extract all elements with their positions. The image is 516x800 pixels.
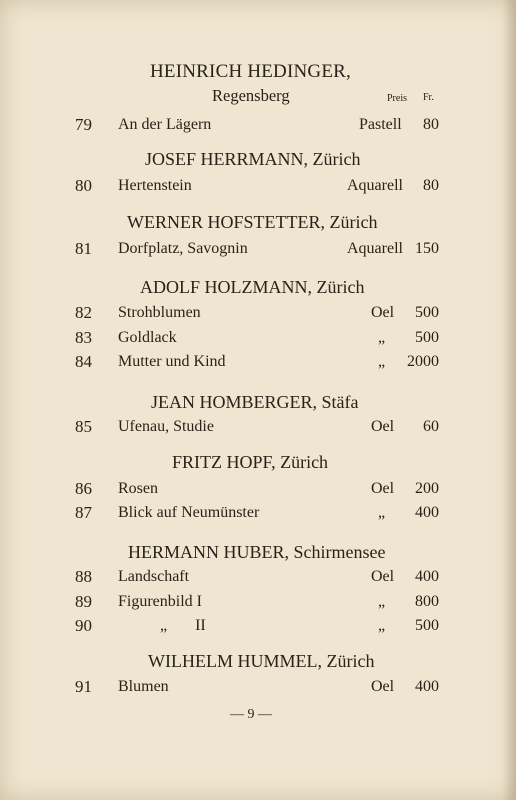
artist-name: FRITZ HOPF, Zürich: [172, 452, 329, 472]
artist-name: JOSEF HERRMANN, Zürich: [145, 149, 361, 169]
work-medium: Oel: [371, 304, 395, 321]
page-number: — 9 —: [230, 707, 272, 722]
artist-name: HERMANN HUBER, Schirmensee: [128, 542, 386, 562]
ditto-mark: „: [378, 617, 386, 634]
work-title: Blick auf Neumünster: [118, 504, 260, 521]
catalog-number: 79: [75, 115, 92, 134]
catalog-number: 83: [75, 328, 92, 347]
work-medium: Oel: [371, 568, 395, 585]
ditto-mark: „: [378, 353, 386, 370]
column-header-preis: Preis: [387, 93, 407, 104]
catalog-number: 89: [75, 592, 92, 611]
artist-name: WILHELM HUMMEL, Zürich: [148, 651, 375, 671]
work-title: Dorfplatz, Savognin: [118, 240, 248, 257]
catalog-number: 85: [75, 417, 92, 436]
work-price: 80: [423, 116, 439, 133]
artist-name: WERNER HOFSTETTER, Zürich: [127, 212, 378, 232]
work-medium: Pastell: [359, 116, 402, 133]
work-medium: Aquarell: [347, 177, 403, 194]
work-price: 400: [415, 504, 439, 521]
work-price: 2000: [407, 353, 439, 370]
work-price: 150: [415, 240, 439, 257]
work-title: Figurenbild I: [118, 593, 202, 610]
catalog-number: 87: [75, 503, 92, 522]
work-title: Blumen: [118, 678, 169, 695]
work-price: 500: [415, 329, 439, 346]
work-title: An der Lägern: [118, 116, 212, 133]
work-title: Hertenstein: [118, 177, 192, 194]
work-title: Ufenau, Studie: [118, 418, 214, 435]
ditto-mark: „: [378, 329, 386, 346]
work-price: 500: [415, 617, 439, 634]
ditto-mark: „: [378, 593, 386, 610]
work-title: Mutter und Kind: [118, 353, 226, 370]
column-header-currency: Fr.: [423, 92, 434, 103]
ditto-mark: „: [378, 504, 386, 521]
catalog-number: 86: [75, 479, 92, 498]
artist-name: JEAN HOMBERGER, Stäfa: [151, 392, 359, 412]
work-medium: Oel: [371, 418, 395, 435]
work-price: 80: [423, 177, 439, 194]
catalog-number: 82: [75, 303, 92, 322]
work-title: „ II: [160, 617, 206, 634]
work-price: 400: [415, 678, 439, 695]
catalog-number: 90: [75, 616, 92, 635]
work-price: 500: [415, 304, 439, 321]
work-title: Goldlack: [118, 329, 177, 346]
work-medium: Oel: [371, 480, 395, 497]
work-title: Rosen: [118, 480, 158, 497]
catalog-number: 84: [75, 352, 92, 371]
artist-name: ADOLF HOLZMANN, Zürich: [140, 277, 365, 297]
catalog-number: 91: [75, 677, 92, 696]
work-price: 60: [423, 418, 439, 435]
catalog-number: 81: [75, 239, 92, 258]
work-medium: Oel: [371, 678, 395, 695]
work-title: Landschaft: [118, 568, 190, 585]
catalog-number: 88: [75, 567, 92, 586]
artist-place: Regensberg: [212, 86, 290, 105]
catalog-number: 80: [75, 176, 92, 195]
work-title: Strohblumen: [118, 304, 201, 321]
work-price: 200: [415, 480, 439, 497]
work-price: 400: [415, 568, 439, 585]
work-price: 800: [415, 593, 439, 610]
artist-name: HEINRICH HEDINGER,: [150, 61, 351, 82]
work-medium: Aquarell: [347, 240, 403, 257]
